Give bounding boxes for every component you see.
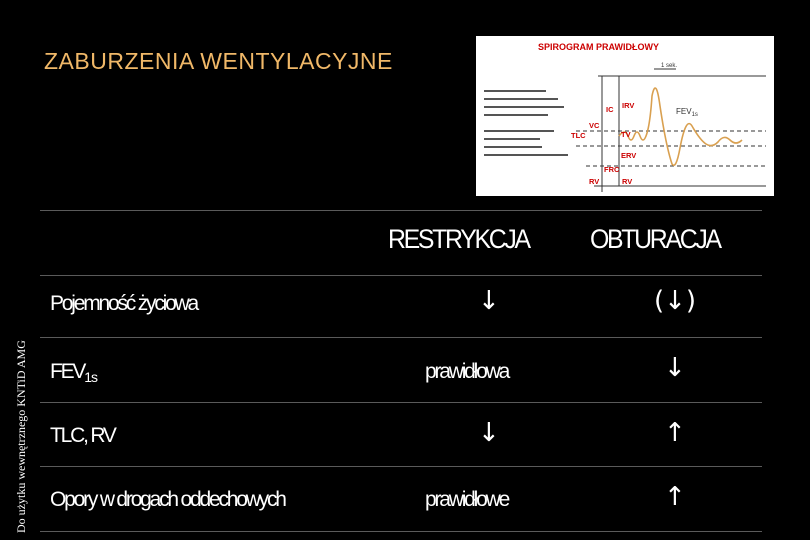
- row-divider: [40, 275, 762, 276]
- row2-obstruction-value: ↓: [664, 353, 686, 383]
- label-tv: TV: [621, 130, 631, 139]
- row3-obstruction-value: ↑: [664, 418, 686, 448]
- label-rv-left: RV: [589, 177, 600, 186]
- spirogram-figure: [476, 36, 774, 196]
- slide-title: ZABURZENIA WENTYLACYJNE: [44, 48, 393, 74]
- label-rv-right: RV: [622, 177, 633, 186]
- row3-restriction-value: ↓: [478, 418, 500, 448]
- row1-restriction-value: ↓: [478, 286, 500, 316]
- table-top-divider: [40, 210, 762, 211]
- label-ic: IC: [606, 105, 614, 114]
- row-divider: [40, 531, 762, 532]
- label-vc: VC: [589, 121, 600, 130]
- spirogram-legend: [484, 90, 568, 156]
- header-obstruction: OBTURACJA: [590, 224, 720, 254]
- header-restriction: RESTRYKCJA: [388, 224, 529, 254]
- spirogram-curve: [619, 88, 742, 165]
- row4-restriction-value: prawidłowe: [425, 488, 509, 511]
- row-divider: [40, 466, 762, 467]
- label-irv: IRV: [622, 101, 635, 110]
- spirogram-title: SPIROGRAM PRAWIDŁOWY: [538, 42, 659, 52]
- row-param-vital-capacity: Pojemność życiowa: [50, 292, 198, 315]
- label-tlc: TLC: [571, 131, 586, 140]
- fev-label: $FEV_{1s}$: [676, 107, 698, 118]
- label-erv: ERV: [621, 151, 637, 160]
- row-param-fev1: $FEV_{1s}$: [50, 360, 98, 385]
- label-frc: FRC: [604, 165, 620, 174]
- spirogram-svg: [476, 36, 774, 196]
- row4-obstruction-value: ↑: [664, 482, 686, 512]
- row-divider: [40, 337, 762, 338]
- row1-obstruction-value: (↓): [654, 286, 697, 316]
- row-divider: [40, 402, 762, 403]
- row-param-airway-resistance: Opory w drogach oddechowych: [50, 488, 285, 511]
- time-scale-label: 1 sek.: [661, 63, 678, 69]
- row-param-tlc-rv: TLC, RV: [50, 424, 115, 447]
- copyright-side-note: Do użytku wewnętrznego KNTiD AMG: [14, 340, 28, 533]
- row2-restriction-value: prawidłowa: [425, 360, 509, 383]
